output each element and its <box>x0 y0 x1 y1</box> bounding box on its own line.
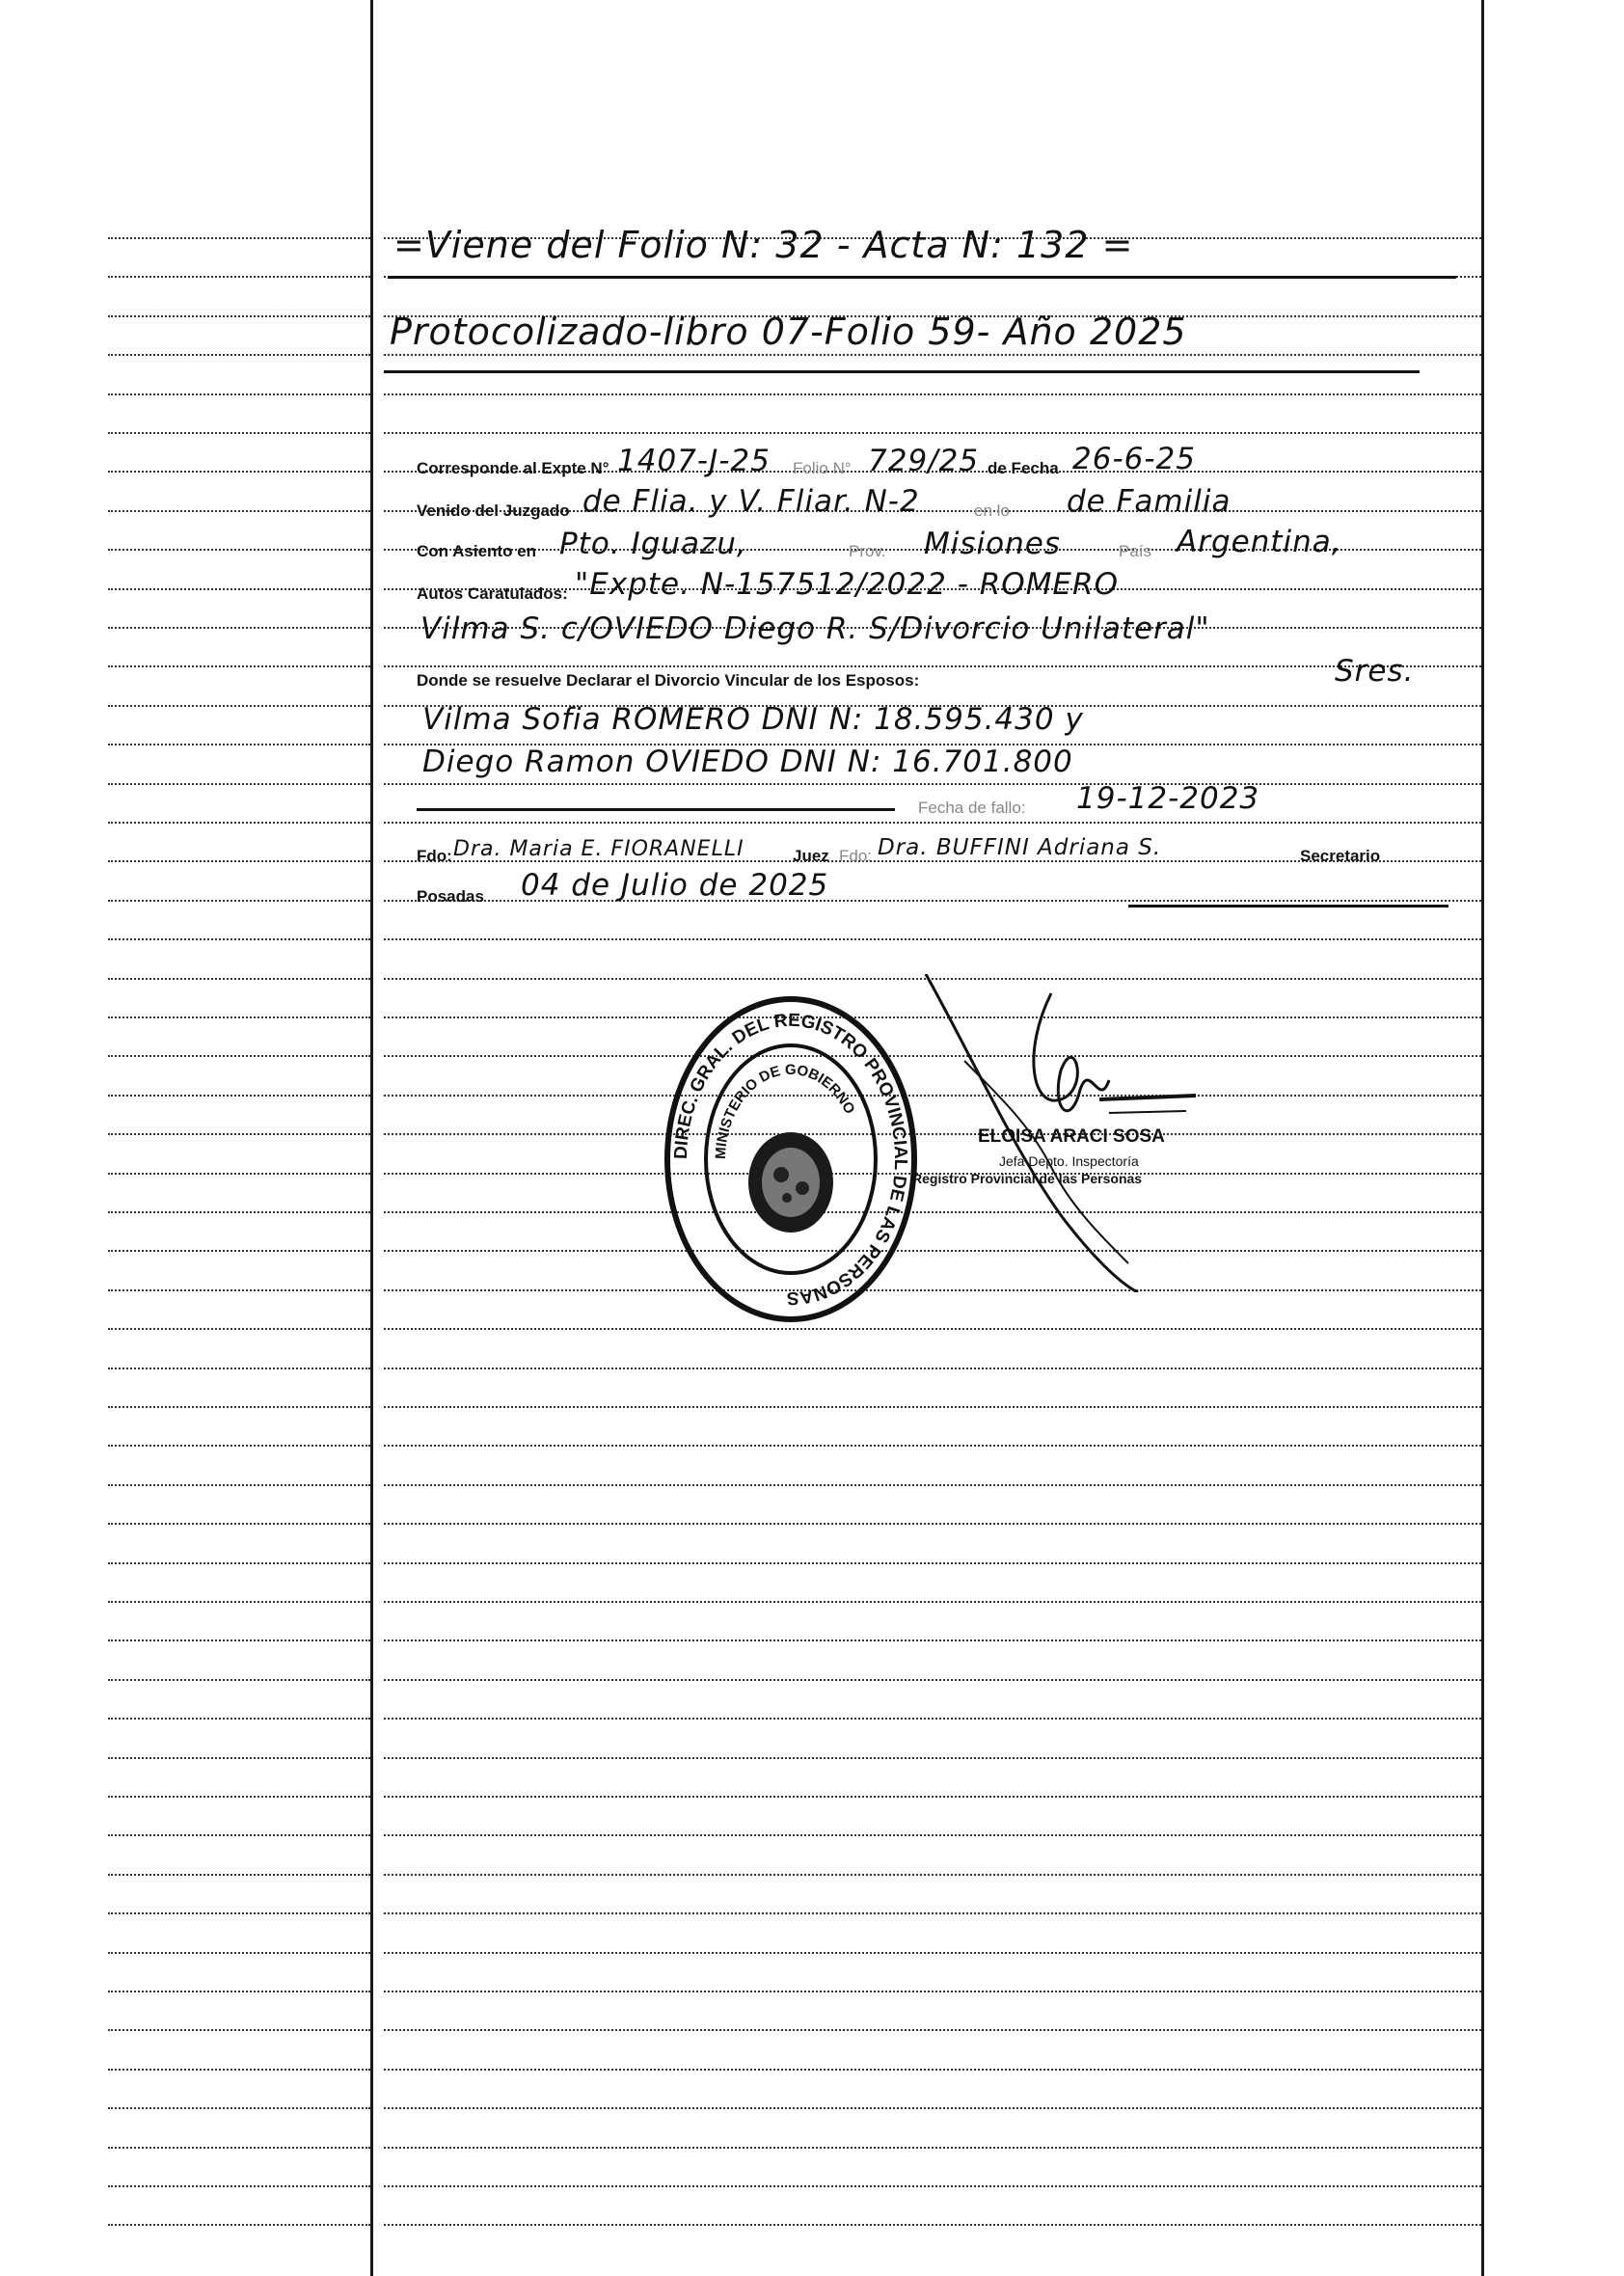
ruled-line-right <box>384 1523 1481 1525</box>
ruled-line-left <box>108 510 370 512</box>
ruled-line-right <box>384 1834 1481 1836</box>
conyuge-1: Vilma Sofia ROMERO DNI N: 18.595.430 y <box>422 702 1084 737</box>
header-line-2: Protocolizado-libro 07-Folio 59- Año 2025 <box>390 311 1187 353</box>
ruled-line-left <box>108 354 370 356</box>
ruled-line-left <box>108 1991 370 1992</box>
ruled-line-right <box>384 354 1481 356</box>
fecha-label: de Fecha <box>988 459 1059 477</box>
ruled-line-left <box>108 627 370 629</box>
ruled-line-right <box>384 2185 1481 2187</box>
fdo-label: Fdo: <box>417 847 452 865</box>
ruled-line-right <box>384 1445 1481 1447</box>
autos-value-2: Vilma S. c/OVIEDO Diego R. S/Divorcio Unilateral" <box>420 611 1210 646</box>
esposos-value: Sres. <box>1335 654 1415 689</box>
posadas-underline <box>1128 905 1448 908</box>
ruled-line-left <box>108 1133 370 1135</box>
ruled-line-left <box>108 276 370 278</box>
ruled-line-right <box>384 938 1481 940</box>
ruled-line-right <box>384 783 1481 785</box>
ruled-line-left <box>108 315 370 317</box>
signature-title: Jefa Depto. Inspectoría <box>999 1153 1139 1169</box>
ruled-line-left <box>108 393 370 395</box>
folio-label: Folio N° <box>793 459 852 477</box>
ruled-line-right <box>384 1912 1481 1914</box>
pais-value: Argentina, <box>1177 525 1342 559</box>
posadas-label: Posadas <box>417 887 484 906</box>
ruled-line-left <box>108 1718 370 1720</box>
ruled-line-left <box>108 860 370 862</box>
en-lo-label: en lo <box>974 501 1010 520</box>
ruled-line-right <box>384 432 1481 434</box>
ruled-line-left <box>108 237 370 239</box>
ruled-line-left <box>108 1055 370 1057</box>
ruled-line-right <box>384 1484 1481 1486</box>
ruled-line-left <box>108 1484 370 1486</box>
ruled-line-right <box>384 1757 1481 1759</box>
seal-ring-text: DIREC. GRAL. DEL REGISTRO PROVINCIAL DE LAS PERSONAS <box>670 1010 911 1309</box>
seal-inner-text: MINISTERIO DE GOBIERNO <box>712 1061 858 1160</box>
ruled-line-left <box>108 1445 370 1447</box>
fecha-fallo-value: 19-12-2023 <box>1076 781 1260 816</box>
ruled-line-right <box>384 1406 1481 1408</box>
ruled-line-left <box>108 2107 370 2109</box>
ruled-line-left <box>108 1328 370 1330</box>
juzgado-label: Venido del Juzgado <box>417 501 570 520</box>
ruled-line-right <box>384 393 1481 395</box>
ruled-line-right <box>384 1796 1481 1798</box>
donde-label: Donde se resuelve Declarar el Divorcio Vincular de los Esposos: <box>417 671 920 690</box>
ruled-line-right <box>384 2147 1481 2149</box>
autos-label: Autos Caratulados: <box>417 584 568 603</box>
ruled-line-left <box>108 1250 370 1252</box>
ruled-line-left <box>108 1952 370 1954</box>
ruled-line-left <box>108 783 370 785</box>
fdo2-label: Fdo: <box>839 847 873 865</box>
ruled-line-left <box>108 665 370 667</box>
ruled-line-left <box>108 822 370 824</box>
ruled-line-left <box>108 1874 370 1876</box>
expte-label: Corresponde al Expte N° <box>417 459 609 477</box>
conyuge-2: Diego Ramon OVIEDO DNI N: 16.701.800 <box>422 745 1073 779</box>
signature-office: Registro Provincial de las Personas <box>912 1171 1143 1186</box>
ruled-line-right <box>384 1718 1481 1720</box>
fuero-value: de Familia <box>1067 484 1232 519</box>
fallo-line <box>417 808 895 811</box>
ruled-line-left <box>108 2029 370 2031</box>
ruled-line-left <box>108 1757 370 1759</box>
fecha-fallo-label: Fecha de fallo: <box>918 799 1026 817</box>
ruled-line-right <box>384 1328 1481 1330</box>
ruled-line-right <box>384 1368 1481 1369</box>
secretario-value: Dra. BUFFINI Adriana S. <box>878 835 1162 860</box>
autos-value-1: "Expte. N-157512/2022 - ROMERO <box>575 567 1119 602</box>
ruled-line-left <box>108 1679 370 1681</box>
ruled-line-left <box>108 471 370 473</box>
header-underline-2 <box>384 370 1420 373</box>
ruled-line-left <box>108 1601 370 1603</box>
folio-value: 729/25 <box>868 444 980 478</box>
ruled-line-left <box>108 744 370 745</box>
ruled-line-right <box>384 1562 1481 1564</box>
ruled-line-left <box>108 978 370 980</box>
ruled-line-left <box>108 1368 370 1369</box>
official-seal <box>662 991 920 1327</box>
header-underline-1 <box>388 276 1456 279</box>
ruled-line-left <box>108 1562 370 1564</box>
ruled-line-left <box>108 588 370 590</box>
asiento-label: Con Asiento en <box>417 542 537 560</box>
ruled-line-left <box>108 1639 370 1641</box>
ciudad-value: Pto. Iguazu, <box>559 527 747 561</box>
header-line-1: =Viene del Folio N: 32 - Acta N: 132 = <box>393 224 1134 266</box>
ruled-line-right <box>384 2069 1481 2071</box>
ruled-line-left <box>108 1173 370 1175</box>
coat-of-arms-icon <box>748 1132 833 1233</box>
ruled-line-right <box>384 665 1481 667</box>
provincia-label: Prov. <box>849 542 886 560</box>
ruled-line-left <box>108 938 370 940</box>
ruled-line-left <box>108 1016 370 1018</box>
ruled-line-left <box>108 1834 370 1836</box>
ruled-line-left <box>108 2147 370 2149</box>
ruled-line-right <box>384 2224 1481 2226</box>
ruled-line-left <box>108 2185 370 2187</box>
ruled-line-right <box>384 1952 1481 1954</box>
ruled-line-left <box>108 432 370 434</box>
ruled-line-left <box>108 1095 370 1097</box>
signature-name: ELOISA ARACI SOSA <box>978 1126 1165 1147</box>
ruled-line-left <box>108 1912 370 1914</box>
ruled-line-right <box>384 2107 1481 2109</box>
ruled-line-right <box>384 1991 1481 1992</box>
right-border-line <box>1481 0 1484 2276</box>
margin-line <box>370 0 373 2276</box>
ruled-line-left <box>108 2069 370 2071</box>
pais-label: País <box>1119 542 1152 560</box>
ruled-line-left <box>108 2224 370 2226</box>
ruled-line-left <box>108 1289 370 1291</box>
ruled-line-left <box>108 900 370 902</box>
ruled-line-right <box>384 1874 1481 1876</box>
ruled-line-left <box>108 705 370 707</box>
ruled-line-right <box>384 2029 1481 2031</box>
ruled-line-right <box>384 1601 1481 1603</box>
expte-value: 1407-J-25 <box>617 444 771 478</box>
ruled-line-left <box>108 1523 370 1525</box>
ruled-line-right <box>384 1639 1481 1641</box>
fecha-value: 26-6-25 <box>1072 442 1196 476</box>
ruled-line-left <box>108 549 370 551</box>
ruled-line-left <box>108 1406 370 1408</box>
ruled-line-left <box>108 1796 370 1798</box>
juzgado-value: de Flia. y V. Fliar. N-2 <box>582 484 920 519</box>
secretario-label: Secretario <box>1300 847 1381 865</box>
juez-label: Juez <box>793 847 829 865</box>
posadas-value: 04 de Julio de 2025 <box>521 868 829 903</box>
provincia-value: Misiones <box>924 527 1061 561</box>
ruled-line-right <box>384 1679 1481 1681</box>
juez-value: Dra. Maria E. FIORANELLI <box>453 837 744 861</box>
ruled-line-right <box>384 822 1481 824</box>
ruled-line-left <box>108 1211 370 1213</box>
